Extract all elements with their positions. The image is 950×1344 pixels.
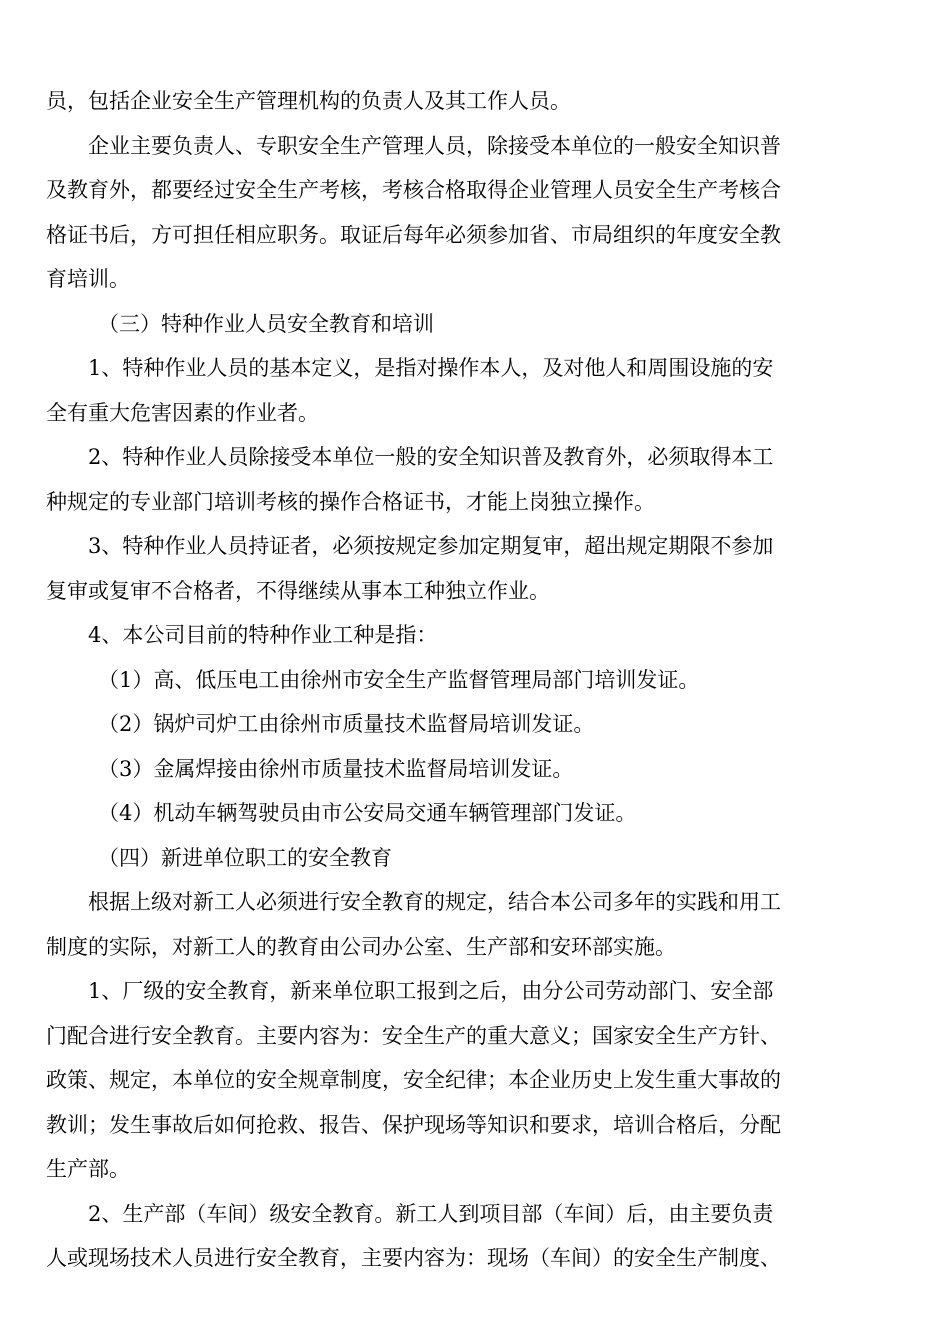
paragraph-first-line: 1、厂级的安全教育，新来单位职工报到之后，由分公司劳动部门、安全部 [88, 979, 774, 1003]
list-item: （2）锅炉司炉工由徐州市质量技术监督局培训发证。 [98, 712, 595, 736]
paragraph-first-line: 企业主要负责人、专职安全生产管理人员，除接受本单位的一般安全知识普 [88, 133, 781, 158]
text-line: 全有重大危害因素的作业者。 [46, 400, 319, 425]
text-line: 人或现场技术人员进行安全教育，主要内容为：现场（车间）的安全生产制度、 [46, 1246, 781, 1270]
paragraph-first-line: 4、本公司目前的特种作业工种是指： [88, 623, 438, 647]
text-line: 政策、规定，本单位的安全规章制度，安全纪律；本企业历史上发生重大事故的 [46, 1068, 781, 1092]
text-line: 门配合进行安全教育。主要内容为：安全生产的重大意义；国家安全生产方针、 [46, 1023, 781, 1048]
list-item: （1）高、低压电工由徐州市安全生产监督管理局部门培训发证。 [98, 667, 700, 692]
paragraph-first-line: 2、生产部（车间）级安全教育。新工人到项目部（车间）后，由主要负责 [88, 1201, 774, 1226]
paragraph-first-line: 根据上级对新工人必须进行安全教育的规定，结合本公司多年的实践和用工 [88, 890, 781, 914]
paragraph-first-line: 2、特种作业人员除接受本单位一般的安全知识普及教育外，必须取得本工 [88, 445, 774, 469]
text-line: 制度的实际，对新工人的教育由公司办公室、生产部和安环部实施。 [46, 934, 676, 959]
section-heading-3: （三）特种作业人员安全教育和培训 [98, 311, 434, 336]
text-line: 复审或复审不合格者，不得继续从事本工种独立作业。 [46, 578, 550, 603]
section-heading-4: （四）新进单位职工的安全教育 [98, 845, 392, 870]
document-page [46, 79, 836, 1281]
text-line: 种规定的专业部门培训考核的操作合格证书，才能上岗独立操作。 [46, 489, 655, 514]
paragraph-first-line: 1、特种作业人员的基本定义，是指对操作本人，及对他人和周围设施的安 [88, 356, 774, 380]
list-item: （4）机动车辆驾驶员由市公安局交通车辆管理部门发证。 [98, 801, 637, 825]
text-line: 格证书后，方可担任相应职务。取证后每年必须参加省、市局组织的年度安全教 [46, 222, 781, 247]
text-line: 育培训。 [46, 267, 130, 291]
text-line: 员，包括企业安全生产管理机构的负责人及其工作人员。 [46, 89, 571, 113]
text-line: 及教育外，都要经过安全生产考核，考核合格取得企业管理人员安全生产考核合 [46, 178, 781, 202]
text-line: 教训；发生事故后如何抢救、报告、保护现场等知识和要求，培训合格后，分配 [46, 1112, 781, 1137]
text-line: 生产部。 [46, 1157, 130, 1181]
list-item: （3）金属焊接由徐州市质量技术监督局培训发证。 [98, 756, 574, 781]
paragraph-first-line: 3、特种作业人员持证者，必须按规定参加定期复审，超出规定期限不参加 [88, 534, 774, 558]
